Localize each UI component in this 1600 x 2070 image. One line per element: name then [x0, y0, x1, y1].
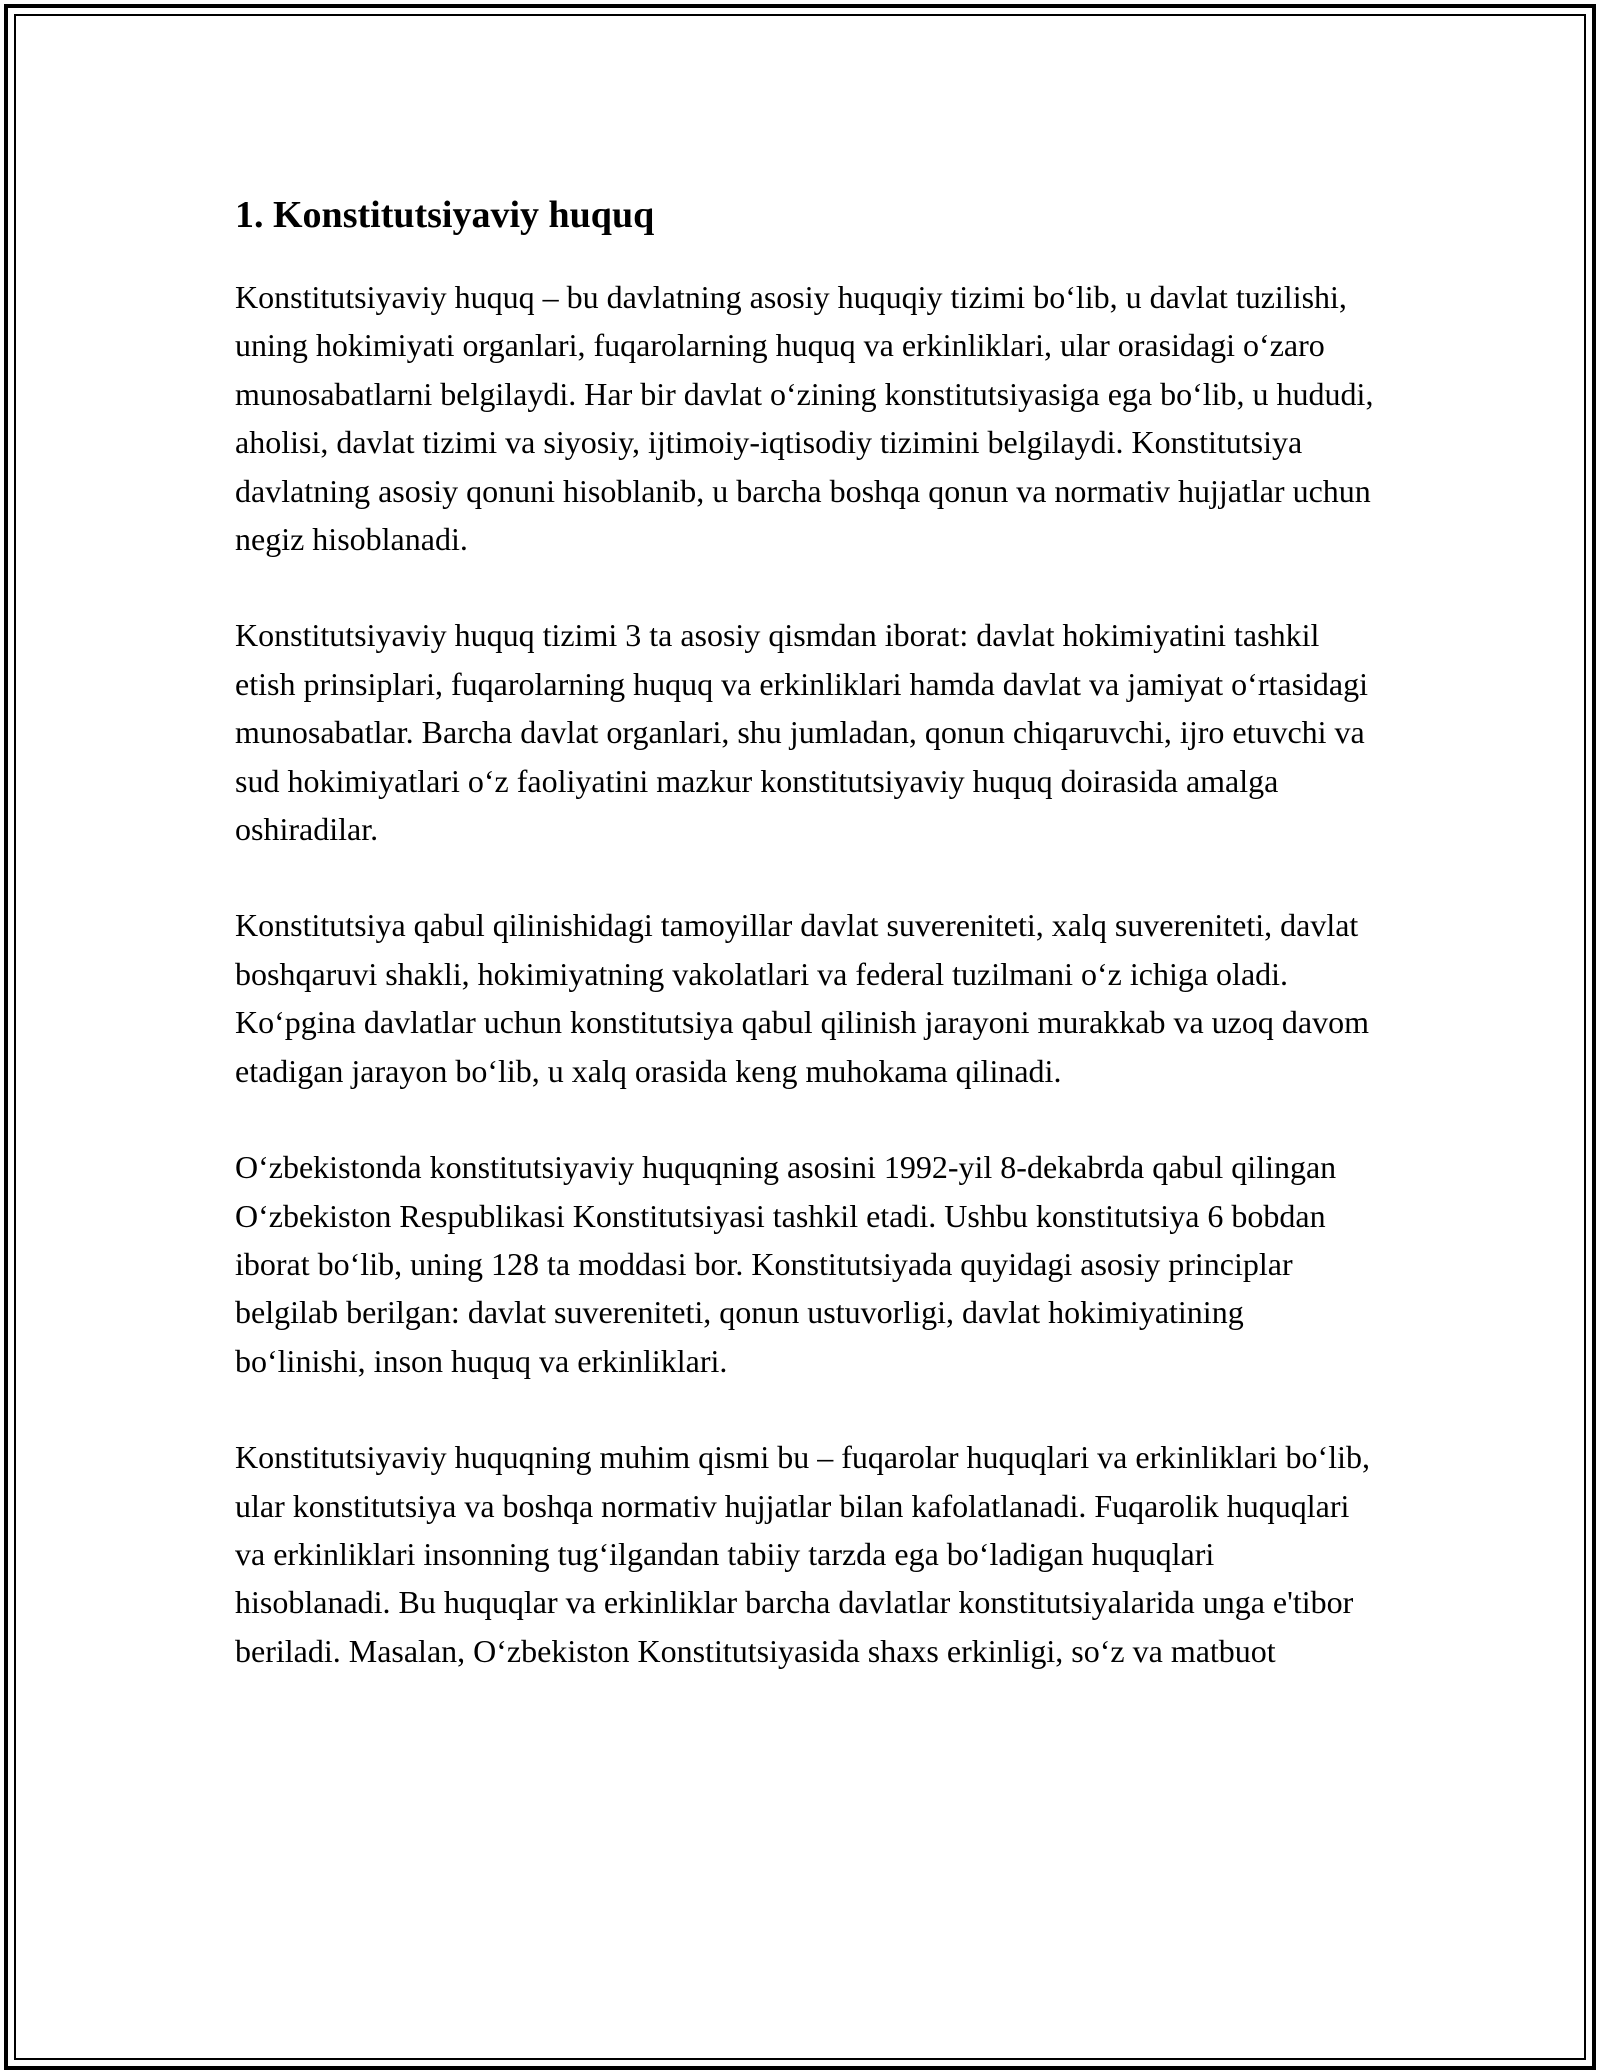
paragraph-citizen-rights: Konstitutsiyaviy huquqning muhim qismi bu – fuqarolar huquqlari va erkinliklari bo‘lib, ular konstitutsiya va boshqa normativ hujjatlar bilan kafolatlanadi. Fuqarolik huquqlari va erkinliklari insonning tug‘ilgandan tabiiy tarzda ega bo‘ladigan huquqlari hisoblanadi. Bu huquqlar va erkinliklar barcha davlatlar konstitutsiyalarida unga e'tibor beriladi. Masalan, O‘zbekiston Konstitutsiyasida shaxs erkinligi, so‘z va matbuot	[235, 1439, 1370, 1669]
paragraph-system-parts: Konstitutsiyaviy huquq tizimi 3 ta asosiy qismdan iborat: davlat hokimiyatini tashkil etish prinsiplari, fuqarolarning huquq va erkinliklari hamda davlat va jamiyat o‘rtasidagi munosabatlar. Barcha davlat organlari, shu jumladan, qonun chiqaruvchi, ijro etuvchi va sud hokimiyatlari o‘z faoliyatini mazkur konstitutsiyaviy huquq doirasida amalga oshiradilar.	[235, 617, 1368, 848]
paragraph-principles: Konstitutsiya qabul qilinishidagi tamoyillar davlat suvereniteti, xalq suvereniteti, davlat boshqaruvi shakli, hokimiyatning vakolatlari va federal tuzilmani o‘z ichiga oladi. Ko‘pgina davlatlar uchun konstitutsiya qabul qilinish jarayoni murakkab va uzoq davom etadigan jarayon bo‘lib, u xalq orasida keng muhokama qilinadi.	[235, 907, 1369, 1089]
section-heading: 1. Konstitutsiyaviy huquq	[235, 194, 655, 236]
paragraph-definition: Konstitutsiyaviy huquq – bu davlatning asosiy huquqiy tizimi bo‘lib, u davlat tuzilishi, uning hokimiyati organlari, fuqarolarning huquq va erkinliklari, ular orasidagi o‘zaro munosabatlarni belgilaydi. Har bir davlat o‘zining konstitutsiyasiga ega bo‘lib, u hududi, aholisi, davlat tizimi va siyosiy, ijtimoiy-iqtisodiy tizimini belgilaydi. Konstitutsiya davlatning asosiy qonuni hisoblanib, u barcha boshqa qonun va normativ hujjatlar uchun negiz hisoblanadi.	[235, 279, 1374, 558]
document-body	[235, 185, 1375, 1723]
paragraph-uzbekistan-constitution: O‘zbekistonda konstitutsiyaviy huquqning asosini 1992-yil 8-dekabrda qabul qilingan O‘zbekiston Respublikasi Konstitutsiyasi tashkil etadi. Ushbu konstitutsiya 6 bobdan iborat bo‘lib, uning 128 ta moddasi bor. Konstitutsiyada quyidagi asosiy principlar belgilab berilgan: davlat suvereniteti, qonun ustuvorligi, davlat hokimiyatining bo‘linishi, inson huquq va erkinliklari.	[235, 1149, 1337, 1379]
